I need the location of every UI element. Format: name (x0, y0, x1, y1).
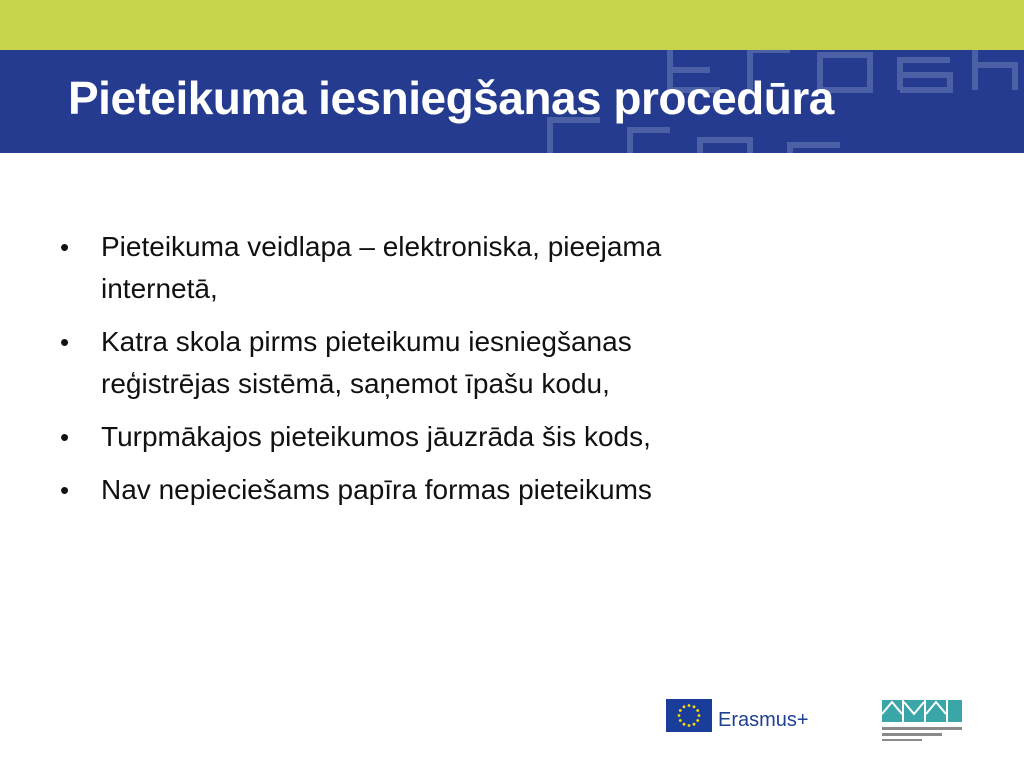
bullet-text-line: Pieteikuma veidlapa – elektroniska, pieejama (101, 231, 662, 262)
bullet-item (58, 469, 858, 511)
bullet-list (58, 226, 858, 522)
bullet-item (58, 416, 858, 458)
footer-logos (0, 690, 1024, 760)
slide-title: Pieteikuma iesniegšanas procedūra (68, 72, 834, 124)
top-accent-band (0, 0, 1024, 50)
eu-stars-icon (666, 699, 712, 732)
bullet-symbol: • (60, 422, 70, 452)
bullet-item (58, 321, 858, 405)
bullet-text-line: Nav nepieciešams papīra formas pieteikums (101, 474, 652, 505)
bullet-text-line: internetā, (101, 273, 218, 304)
eu-flag-icon (666, 699, 712, 732)
bullet-symbol: • (60, 475, 70, 505)
erasmus-plus-label: Erasmus+ (718, 709, 809, 731)
viaa-logo-icon (880, 694, 964, 744)
bullet-text-line: Turpmākajos pieteikumos jāuzrāda šis kods, (101, 421, 651, 452)
bullet-text-line: reģistrējas sistēmā, saņemot īpašu kodu, (101, 368, 610, 399)
bullet-symbol: • (60, 232, 70, 262)
bullet-text-line: Katra skola pirms pieteikumu iesniegšanas (101, 326, 632, 357)
bullet-item (58, 226, 858, 310)
bullet-symbol: • (60, 327, 70, 357)
